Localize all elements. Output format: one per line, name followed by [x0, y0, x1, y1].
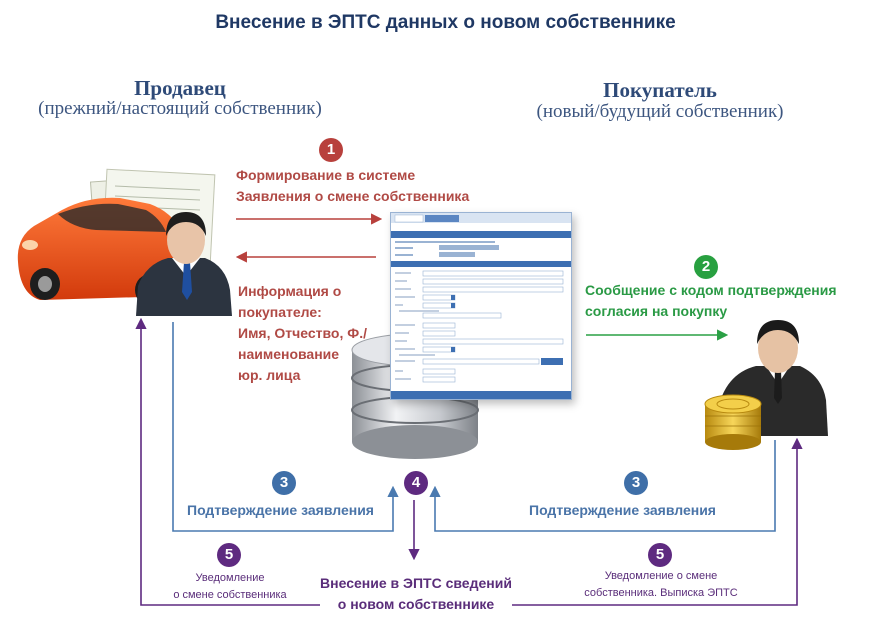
step-5-left-line-2: о смене собственника	[173, 589, 287, 601]
step-5-right-line-1: Уведомление о смене	[604, 570, 718, 582]
diagram-title: Внесение в ЭПТС данных о новом собственнике	[215, 12, 676, 33]
step-3-right-label: Подтверждение заявления	[529, 502, 716, 518]
step-2-line-1: Сообщение с кодом подтверждения	[585, 282, 837, 298]
step-2-text	[585, 280, 875, 322]
step-2-badge: 2	[694, 255, 718, 279]
buyer-info-line-3: Имя, Отчество, Ф./	[238, 325, 367, 341]
step-5-left-badge: 5	[217, 543, 241, 567]
web-form-icon	[390, 212, 572, 400]
buyer-info-line-5: юр. лица	[238, 367, 301, 383]
buyer-subtitle: (новый/будущий собственник)	[536, 101, 784, 122]
step-4-text	[318, 573, 514, 615]
step-5-right-badge: 5	[648, 543, 672, 567]
seller-subtitle: (прежний/настоящий собственник)	[38, 98, 322, 119]
step-4-line-2: о новом собственнике	[337, 596, 495, 612]
step-1-badge: 1	[319, 138, 343, 162]
step-4-badge: 4	[404, 471, 428, 495]
buyer-info-line-2: покупателе:	[238, 304, 322, 320]
seller-name: Продавец	[134, 76, 226, 100]
step-3-left-badge: 3	[272, 471, 296, 495]
step-4-line-1: Внесение в ЭПТС сведений	[320, 575, 512, 591]
step-1-line-2: Заявления о смене собственника	[236, 188, 470, 204]
step-3-left-label: Подтверждение заявления	[187, 502, 374, 518]
step-5-right-line-2: собственника. Выписка ЭПТС	[584, 587, 738, 599]
step-3-right-badge: 3	[624, 471, 648, 495]
buyer-info-text	[238, 281, 388, 386]
step-5-left-text	[150, 570, 310, 604]
step-1-text	[236, 165, 496, 207]
step-1-line-1: Формирование в системе	[236, 167, 416, 183]
buyer-info-line-4: наименование	[238, 346, 340, 362]
step-5-right-text	[566, 568, 756, 602]
step-5-left-line-1: Уведомление	[195, 572, 265, 584]
step-2-line-2: согласия на покупку	[585, 303, 728, 319]
buyer-name: Покупатель	[603, 78, 717, 102]
buyer-info-line-1: Информация о	[238, 283, 342, 299]
